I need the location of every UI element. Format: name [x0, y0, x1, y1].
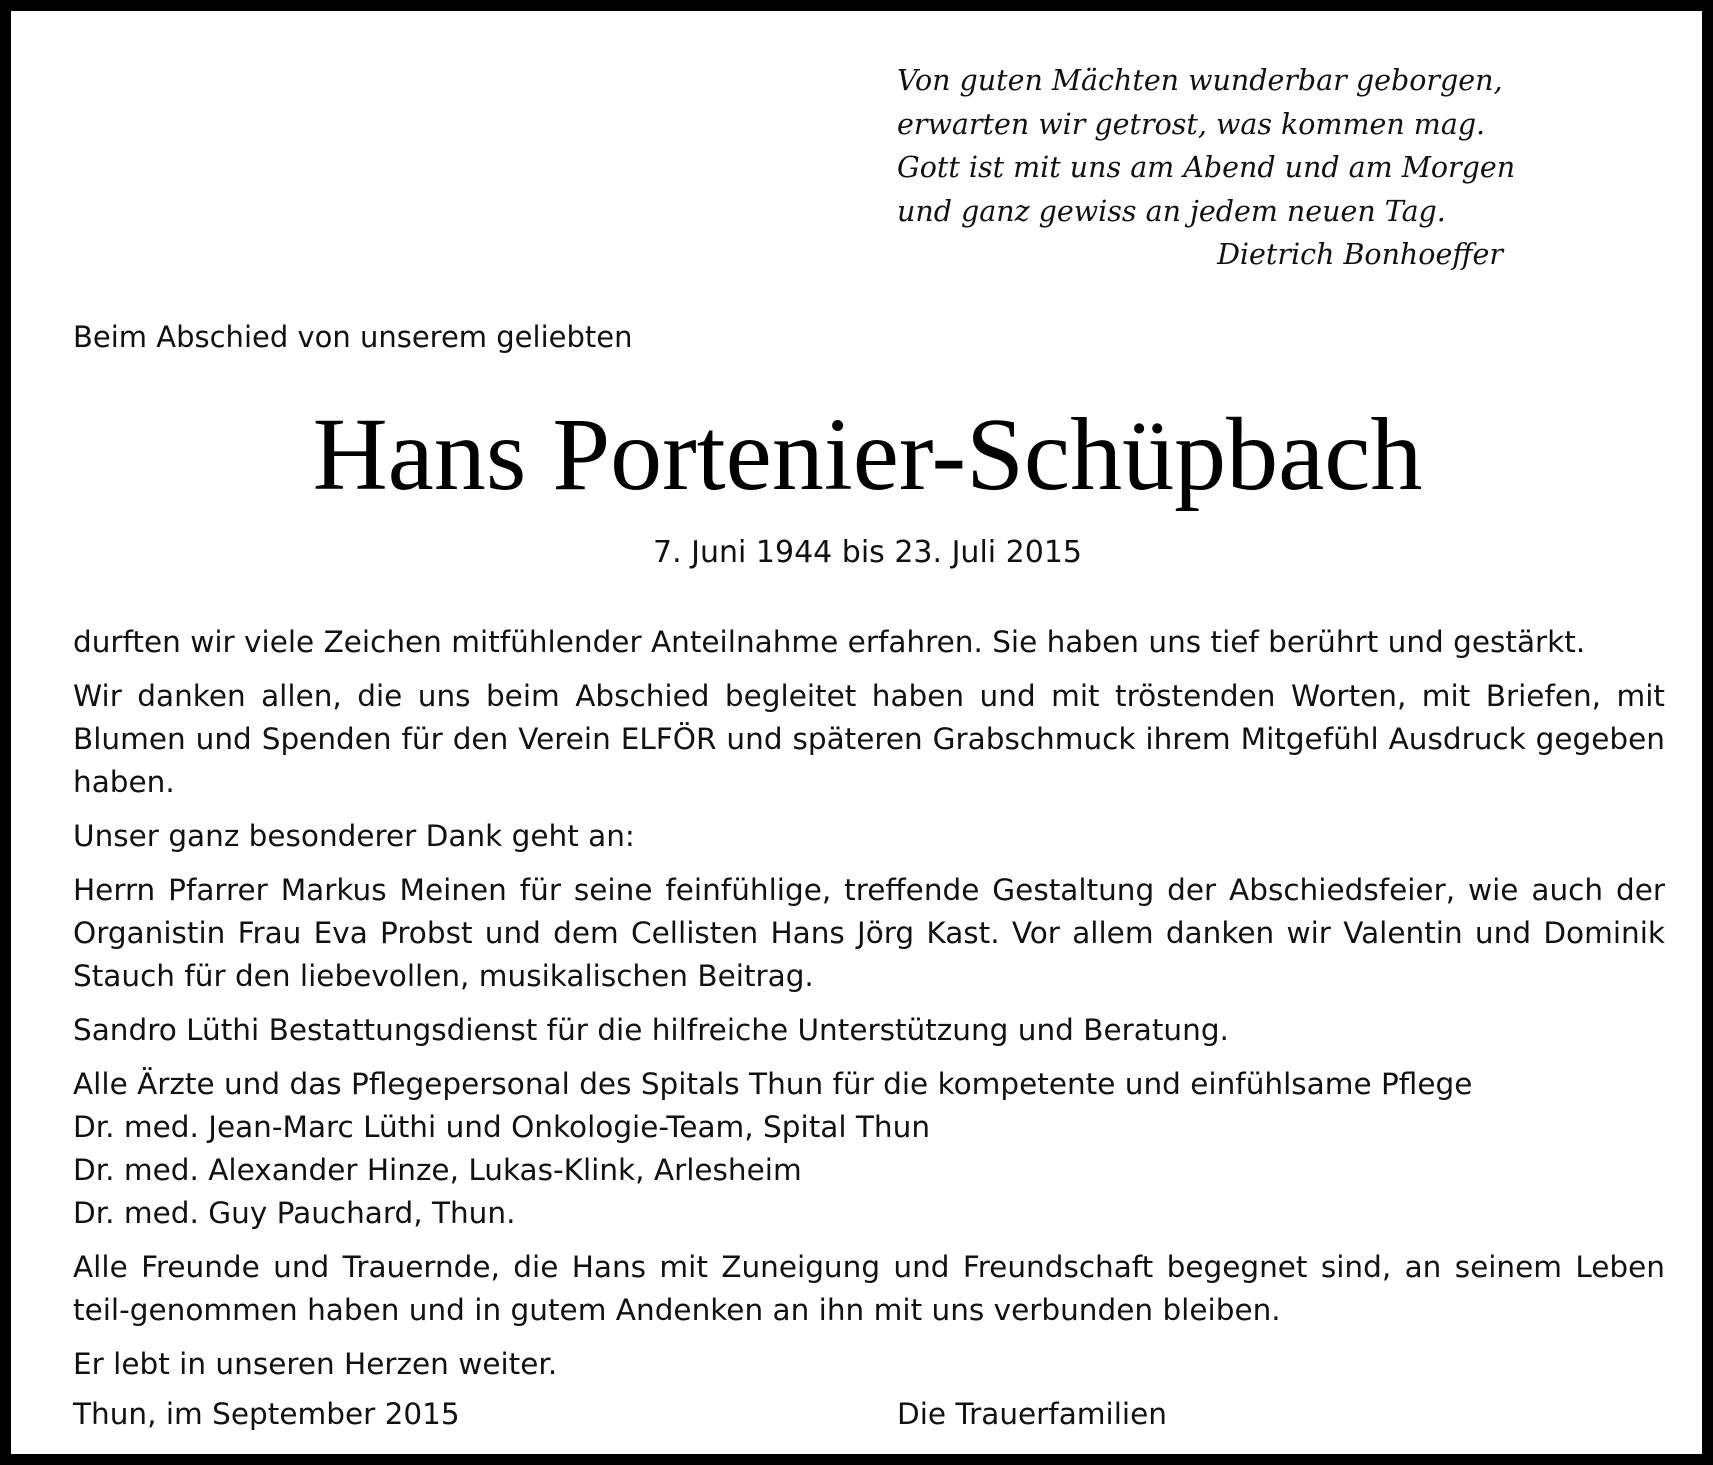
- paragraph-pastor: [73, 869, 1665, 998]
- quote-line: Gott ist mit uns am Abend und am Morgen: [897, 151, 1516, 184]
- bonhoeffer-quote: [897, 59, 1517, 277]
- paragraph-text: Sandro Lüthi Bestattungsdienst für die hilfreiche Unterstützung und Beratung.: [73, 1013, 1229, 1047]
- paragraph-line: Dr. med. Alexander Hinze, Lukas-Klink, Arlesheim: [73, 1153, 802, 1187]
- intro-line: Beim Abschied von unserem geliebten: [73, 320, 633, 354]
- quote-line: erwarten wir getrost, was kommen mag.: [897, 107, 1486, 141]
- paragraph-line: Dr. med. Jean-Marc Lüthi und Onkologie-Team, Spital Thun: [73, 1110, 931, 1144]
- quote-author: Dietrich Bonhoeffer: [1217, 238, 1503, 271]
- paragraph-text: Unser ganz besonderer Dank geht an:: [73, 819, 635, 853]
- paragraph-sympathy: [73, 621, 1665, 664]
- paragraph-text: Wir danken allen, die uns beim Abschied begleitet haben und mit tröstenden Worten, mit Briefen, mit Blumen und Spenden für den Verein ELFÖR und späteren Grabschmuck ihrem Mitgefühl Ausdruck gegeben haben.: [73, 679, 1665, 799]
- paragraph-line: Alle Ärzte und das Pflegepersonal des Spitals Thun für die kompetente und einfühlsame Pflege: [73, 1067, 1473, 1101]
- paragraph-funeral-service: [73, 1009, 1665, 1052]
- signature: Die Trauerfamilien: [897, 1397, 1167, 1431]
- paragraph-line: Dr. med. Guy Pauchard, Thun.: [73, 1196, 516, 1230]
- quote-line: und ganz gewiss an jedem neuen Tag.: [897, 194, 1446, 228]
- paragraph-closing: [73, 1343, 1665, 1386]
- paragraph-text: Er lebt in unseren Herzen weiter.: [73, 1347, 558, 1381]
- paragraph-special-thanks: [73, 815, 1665, 858]
- paragraph-doctors: [73, 1063, 1665, 1235]
- paragraph-text: Alle Freunde und Trauernde, die Hans mit Zuneigung und Freundschaft begegnet sind, an seinem Leben teil-genommen haben und in gutem Andenken an ihn mit uns verbunden bleiben.: [73, 1250, 1665, 1327]
- place-date: Thun, im September 2015: [73, 1397, 460, 1431]
- paragraph-thanks-all: [73, 675, 1665, 804]
- deceased-name: Hans Portenier-Schüpbach: [312, 397, 1423, 512]
- life-dates: 7. Juni 1944 bis 23. Juli 2015: [653, 535, 1082, 570]
- quote-line: Von guten Mächten wunderbar geborgen,: [897, 64, 1503, 97]
- thanks-body: [73, 621, 1665, 1397]
- paragraph-text: durften wir viele Zeichen mitfühlender Anteilnahme erfahren. Sie haben uns tief berührt und gestärkt.: [73, 625, 1586, 659]
- paragraph-text: Herrn Pfarrer Markus Meinen für seine feinfühlige, treffende Gestaltung der Abschiedsfeier, wie auch der Organistin Frau Eva Probst und dem Cellisten Hans Jörg Kast. Vor allem danken wir Valentin und Dominik Stauch für den liebevollen, musikalischen Beitrag.: [73, 873, 1665, 993]
- paragraph-friends: [73, 1246, 1665, 1332]
